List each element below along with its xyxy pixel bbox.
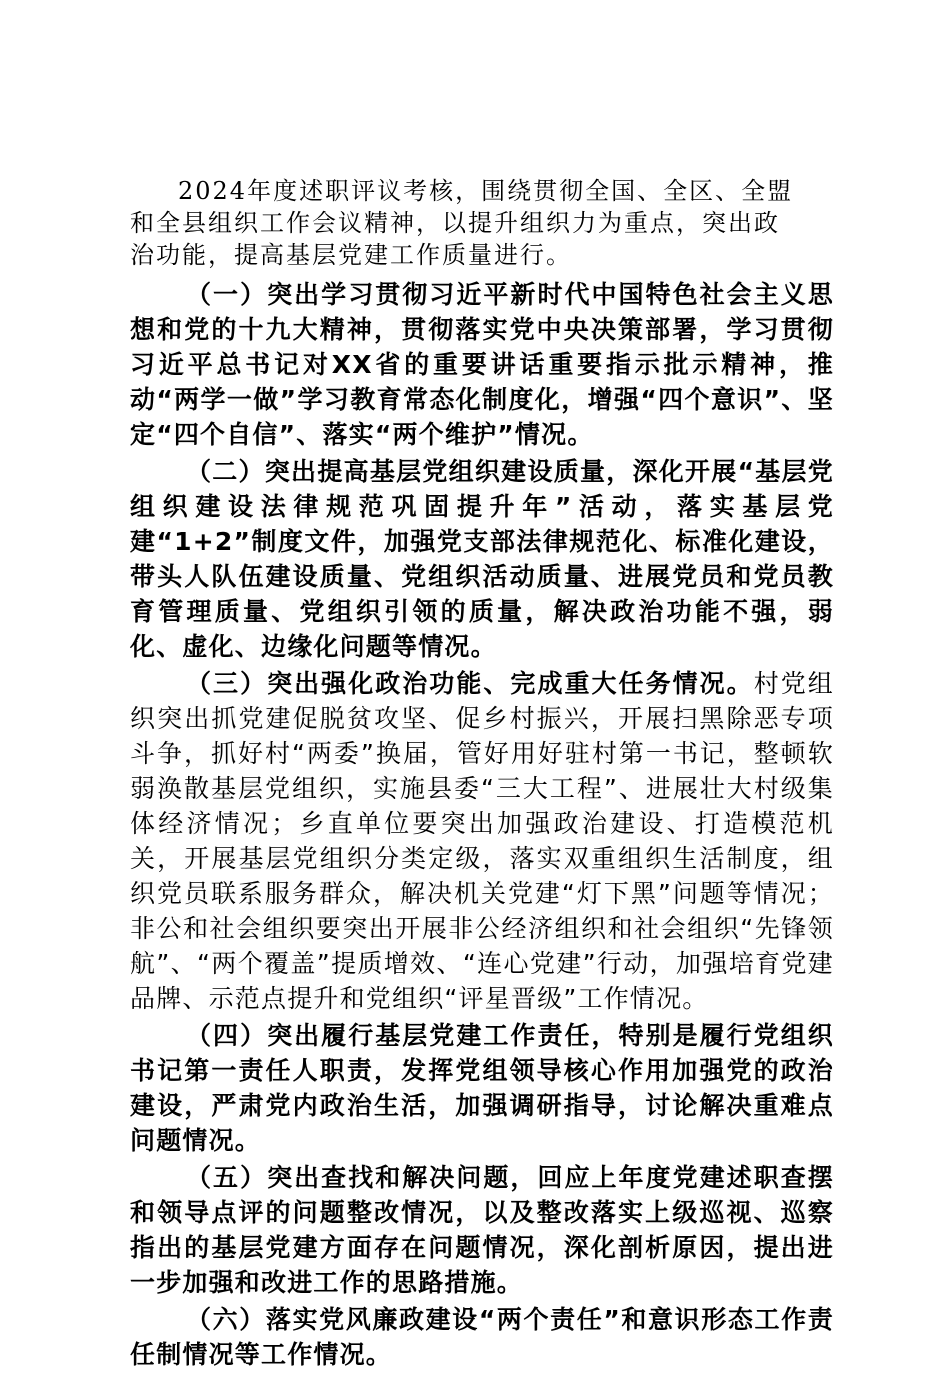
document-body [130, 175, 834, 1374]
section-3-heading: （三）突出强化政治功能、完成重大任务情况。 [186, 669, 754, 698]
intro-paragraph: 2024年度述职评议考核，围绕贯彻全国、全区、全盟和全县组织工作会议精神，以提升组织力为重点，突出政治功能，提高基层党建工作质量进行。 [130, 177, 794, 269]
section-3-paragraph [130, 666, 834, 1016]
section-3-body: 村党组织突出抓党建促脱贫攻坚、促乡村振兴，开展扫黑除恶专项斗争，抓好村“两委”换届，管好用好驻村第一书记，整顿软弱涣散基层党组织，实施县委“三大工程”、进展壮大村级集体经济情况；乡直单位要突出加强政治建设、打造模范机关，开展基层党组织分类定级，落实双重组织生活制度，组织党员联系服务群众，解决机关党建“灯下黑”问题等情况；非公和社会组织要突出开展非公经济组织和社会组织“先锋领航”、“两个覆盖”提质增效、“连心党建”行动，加强培育党建品牌、示范点提升和党组织“评星晋级”工作情况。 [130, 669, 835, 1013]
section-4-paragraph: （四）突出履行基层党建工作责任，特别是履行党组织书记第一责任人职责，发挥党组领导核心作用加强党的政治建设，严肃党内政治生活，加强调研指导，讨论解决重难点问题情况。 [130, 1021, 834, 1155]
section-5-paragraph: （五）突出查找和解决问题，回应上年度党建述职查摆和领导点评的问题整改情况，以及整改落实上级巡视、巡察指出的基层党建方面存在问题情况，深化剖析原因，提出进一步加强和改进工作的思路措施。 [130, 1163, 834, 1297]
section-6-paragraph: （六）落实党风廉政建设“两个责任”和意识形态工作责任制情况等工作情况。 [130, 1305, 834, 1369]
section-2-paragraph: （二）突出提高基层党组织建设质量，深化开展“基层党组织建设法律规范巩固提升年”活动，落实基层党建“1+2”制度文件，加强党支部法律规范化、标准化建设，带头人队伍建设质量、党组织活动质量、进展党员和党员教育管理质量、党组织引领的质量，解决政治功能不强，弱化、虚化、边缘化问题等情况。 [130, 457, 834, 661]
section-1-paragraph: （一）突出学习贯彻习近平新时代中国特色社会主义思想和党的十九大精神，贯彻落实党中央决策部署，学习贯彻习近平总书记对XX省的重要讲话重要指示批示精神，推动“两学一做”学习教育常态化制度化，增强“四个意识”、坚定“四个自信”、落实“两个维护”情况。 [130, 280, 834, 449]
